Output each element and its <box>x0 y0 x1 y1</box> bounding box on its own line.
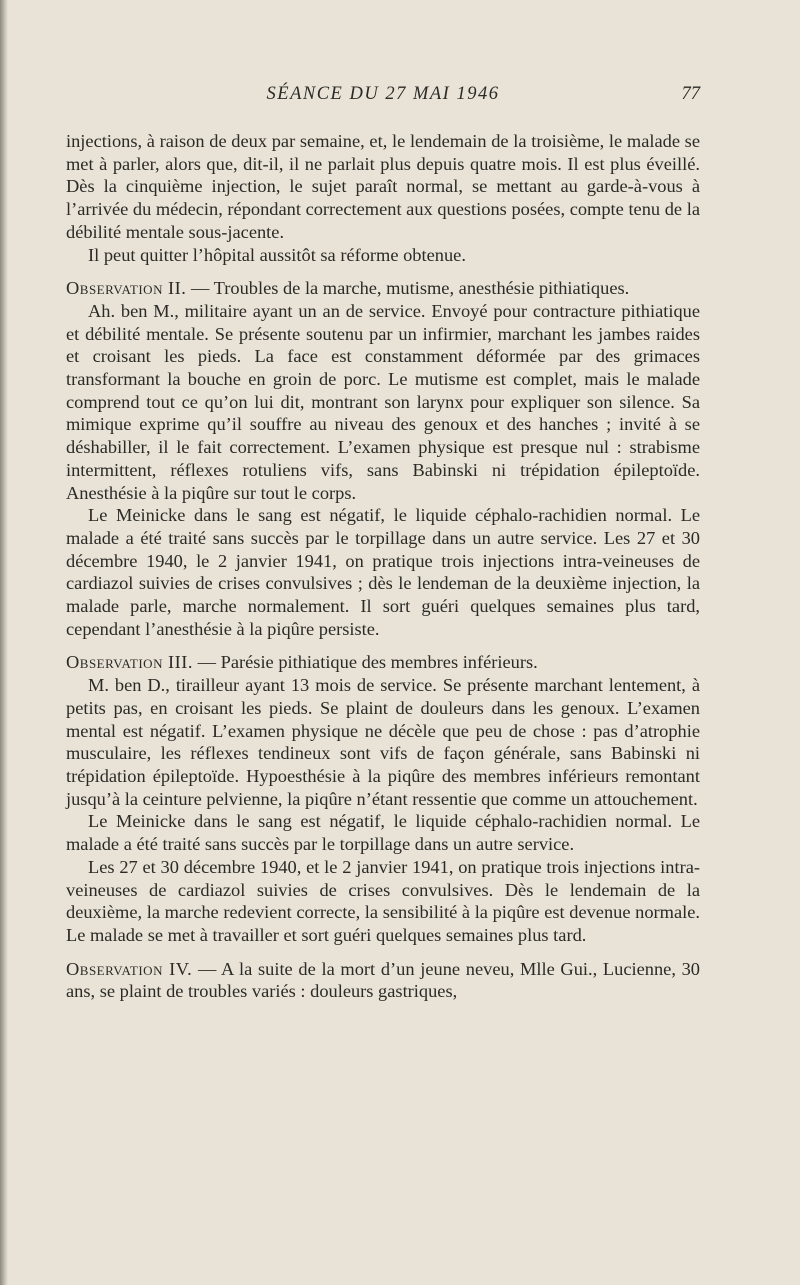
continuation-paragraph: injections, à raison de deux par semaine, et, le lendemain de la troisième, le malade se met à parler, alors que, dit-il, il ne parlait plus depuis quatre mois. Il est plus éveillé. Dès la cinquième injection, le sujet paraît normal, se mettant au garde-à-vous à l’arrivée du médecin, répondant correctement aux questions posées, compte tenu de la débilité mentale sous-jacente. <box>66 131 700 242</box>
page-binding-edge <box>0 0 8 1285</box>
page-number: 77 <box>681 84 700 104</box>
observation-3-paragraph: M. ben D., tirailleur ayant 13 mois de service. Se présente marchant lentement, à petits pas, en croisant les pieds. Se plaint de douleurs dans les genoux. L’examen mental est négatif. L’examen physique ne décèle que peu de chose : pas d’atrophie musculaire, les réflexes tendineux sont vifs de façon générale, sans Babinski ni trépidation épileptoïde. Hypoesthésie à la piqûre des membres inférieurs remontant jusqu’à la ceinture pelvienne, la piqûre n’étant ressentie que comme un attouchement. <box>66 675 700 809</box>
observation-4-label: Observation IV. <box>66 958 193 979</box>
observation-2-label: Observation II. <box>66 278 187 299</box>
observation-2-heading <box>66 277 700 300</box>
observation-3-title: — Parésie pithiatique des membres inférieurs. <box>193 652 538 673</box>
observation-4-heading <box>66 958 700 1003</box>
observation-2-title: — Troubles de la marche, mutisme, anesthésie pithiatiques. <box>186 278 630 299</box>
observation-4-title: — A la suite de la mort d’un jeune neveu, Mlle Gui., Lucienne, 30 ans, se plaint de troubles variés : douleurs gastriques, <box>66 958 700 1002</box>
running-title: SÉANCE DU 27 MAI 1946 <box>266 84 500 104</box>
observation-3-paragraph: Le Meinicke dans le sang est négatif, le liquide céphalo-rachidien normal. Le malade a été traité sans succès par le torpillage dans un autre service. <box>66 811 700 855</box>
observation-3-label: Observation III. <box>66 652 194 673</box>
running-head <box>66 84 700 108</box>
observation-3-heading <box>66 651 700 674</box>
observation-2-paragraph: Le Meinicke dans le sang est négatif, le liquide céphalo-rachidien normal. Le malade a été traité sans succès par le torpillage dans un autre service. Les 27 et 30 décembre 1940, le 2 janvier 1941, on pratique trois injections intra-veineuses de cardiazol suivies de crises convulsives ; dès le lendeman de la deuxième injection, la malade parle, marche normalement. Il sort guéri quelques semaines plus tard, cependant l’anesthésie à la piqûre persiste. <box>66 505 700 639</box>
journal-page <box>66 84 700 1274</box>
observation-3-paragraph: Les 27 et 30 décembre 1940, et le 2 janvier 1941, on pratique trois injections intra-veineuses de cardiazol suivies de crises convulsives. Dès le lendemain de la deuxième, la marche redevient correcte, la sensibilité à la piqûre est devenue normale. Le malade se met à travailler et sort guéri quelques semaines plus tard. <box>66 856 700 945</box>
continuation-paragraph: Il peut quitter l’hôpital aussitôt sa réforme obtenue. <box>88 244 466 265</box>
observation-2-paragraph: Ah. ben M., militaire ayant un an de service. Envoyé pour contracture pithiatique et débilité mentale. Se présente soutenu par un infirmier, marchant les jambes raides et croisant les pieds. La face est constamment déformée par des grimaces transformant la bouche en groin de porc. Le mutisme est complet, mais le malade comprend tout ce qu’on lui dit, montrant son larynx pour expliquer son silence. Sa mimique exprime qu’il souffre au niveau des genoux et des hanches ; invité à se déshabiller, il le fait correctement. L’examen physique est presque nul : strabisme intermittent, réflexes rotuliens vifs, sans Babinski ni trépidation épileptoïde. Anesthésie à la piqûre sur tout le corps. <box>66 300 700 503</box>
